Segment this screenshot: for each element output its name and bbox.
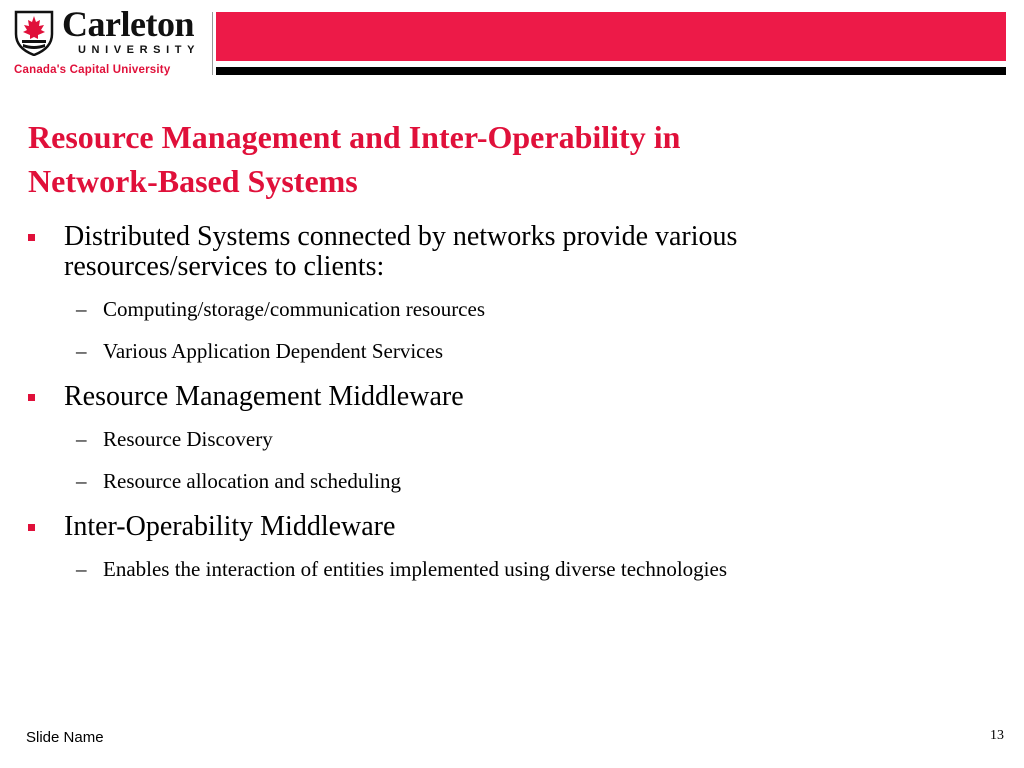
header-divider <box>212 12 213 75</box>
dash-icon: – <box>76 339 87 363</box>
bullet-text: Resource Management Middleware <box>64 381 464 412</box>
sub-bullet-text: Resource Discovery <box>103 427 273 451</box>
bullet-square-icon <box>28 234 35 241</box>
bullet-text: Inter-Operability Middleware <box>64 511 396 542</box>
page-number: 13 <box>990 728 1004 743</box>
bullet-text: Distributed Systems connected by networks provide various resources/services to clients: <box>64 221 738 282</box>
carleton-logo <box>14 4 204 80</box>
logo-university: UNIVERSITY <box>78 44 201 56</box>
sub-bullet-text: Resource allocation and scheduling <box>103 469 401 493</box>
bullet-square-icon <box>28 394 35 401</box>
sub-bullet-text: Enables the interaction of entities implemented using diverse technologies <box>103 557 727 581</box>
dash-icon: – <box>76 557 87 581</box>
bullet-square-icon <box>28 524 35 531</box>
maple-leaf-shield-icon <box>14 10 54 56</box>
sub-bullet-text: Various Application Dependent Services <box>103 339 443 363</box>
header-red-bar <box>216 12 1006 61</box>
slide-name: Slide Name <box>26 729 104 746</box>
slide-title-line: Network-Based Systems <box>28 163 358 199</box>
logo-tagline: Canada's Capital University <box>14 64 171 76</box>
dash-icon: – <box>76 297 87 321</box>
dash-icon: – <box>76 427 87 451</box>
dash-icon: – <box>76 469 87 493</box>
slide-title <box>28 115 928 203</box>
sub-bullet-text: Computing/storage/communication resources <box>103 297 485 321</box>
slide-title-line: Resource Management and Inter-Operability in <box>28 119 681 155</box>
logo-wordmark: Carleton <box>62 4 194 44</box>
header-black-bar <box>216 67 1006 75</box>
